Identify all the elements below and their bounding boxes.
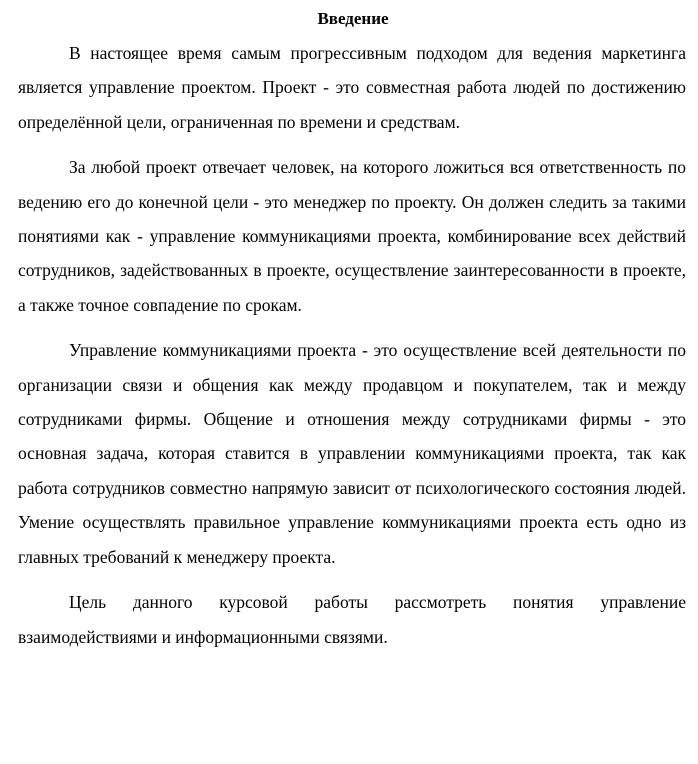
- paragraph-2: За любой проект отвечает человек, на которого ложиться вся ответственность по ведению его до конечной цели - это менеджер по проекту. Он должен следить за такими понятиями как - управление коммуникациями проекта, комбинирование всех действий сотрудников, задействованных в проекте, осуществление заинтересованности в проекте, а также точное совпадение по срокам.: [18, 157, 686, 315]
- paragraph-4: Цель данного курсовой работы рассмотреть понятия управление взаимодействиями и информационными связями.: [18, 592, 686, 647]
- page-title: Введение: [317, 9, 389, 28]
- paragraph-1: В настоящее время самым прогрессивным подходом для ведения маркетинга является управление проектом. Проект - это совместная работа людей по достижению определённой цели, ограниченная по времени и средствам.: [18, 43, 686, 132]
- document-page: [18, 6, 686, 665]
- paragraph-3: Управление коммуникациями проекта - это осуществление всей деятельности по организации связи и общения как между продавцом и покупателем, так и между сотрудниками фирмы. Общение и отношения между сотрудниками фирмы - это основная задача, которая ставится в управлении коммуникациями проекта, так как работа сотрудников совместно напрямую зависит от психологического состояния людей. Умение осуществлять правильное управление коммуникациями проекта есть одно из главных требований к менеджеру проекта.: [18, 340, 686, 567]
